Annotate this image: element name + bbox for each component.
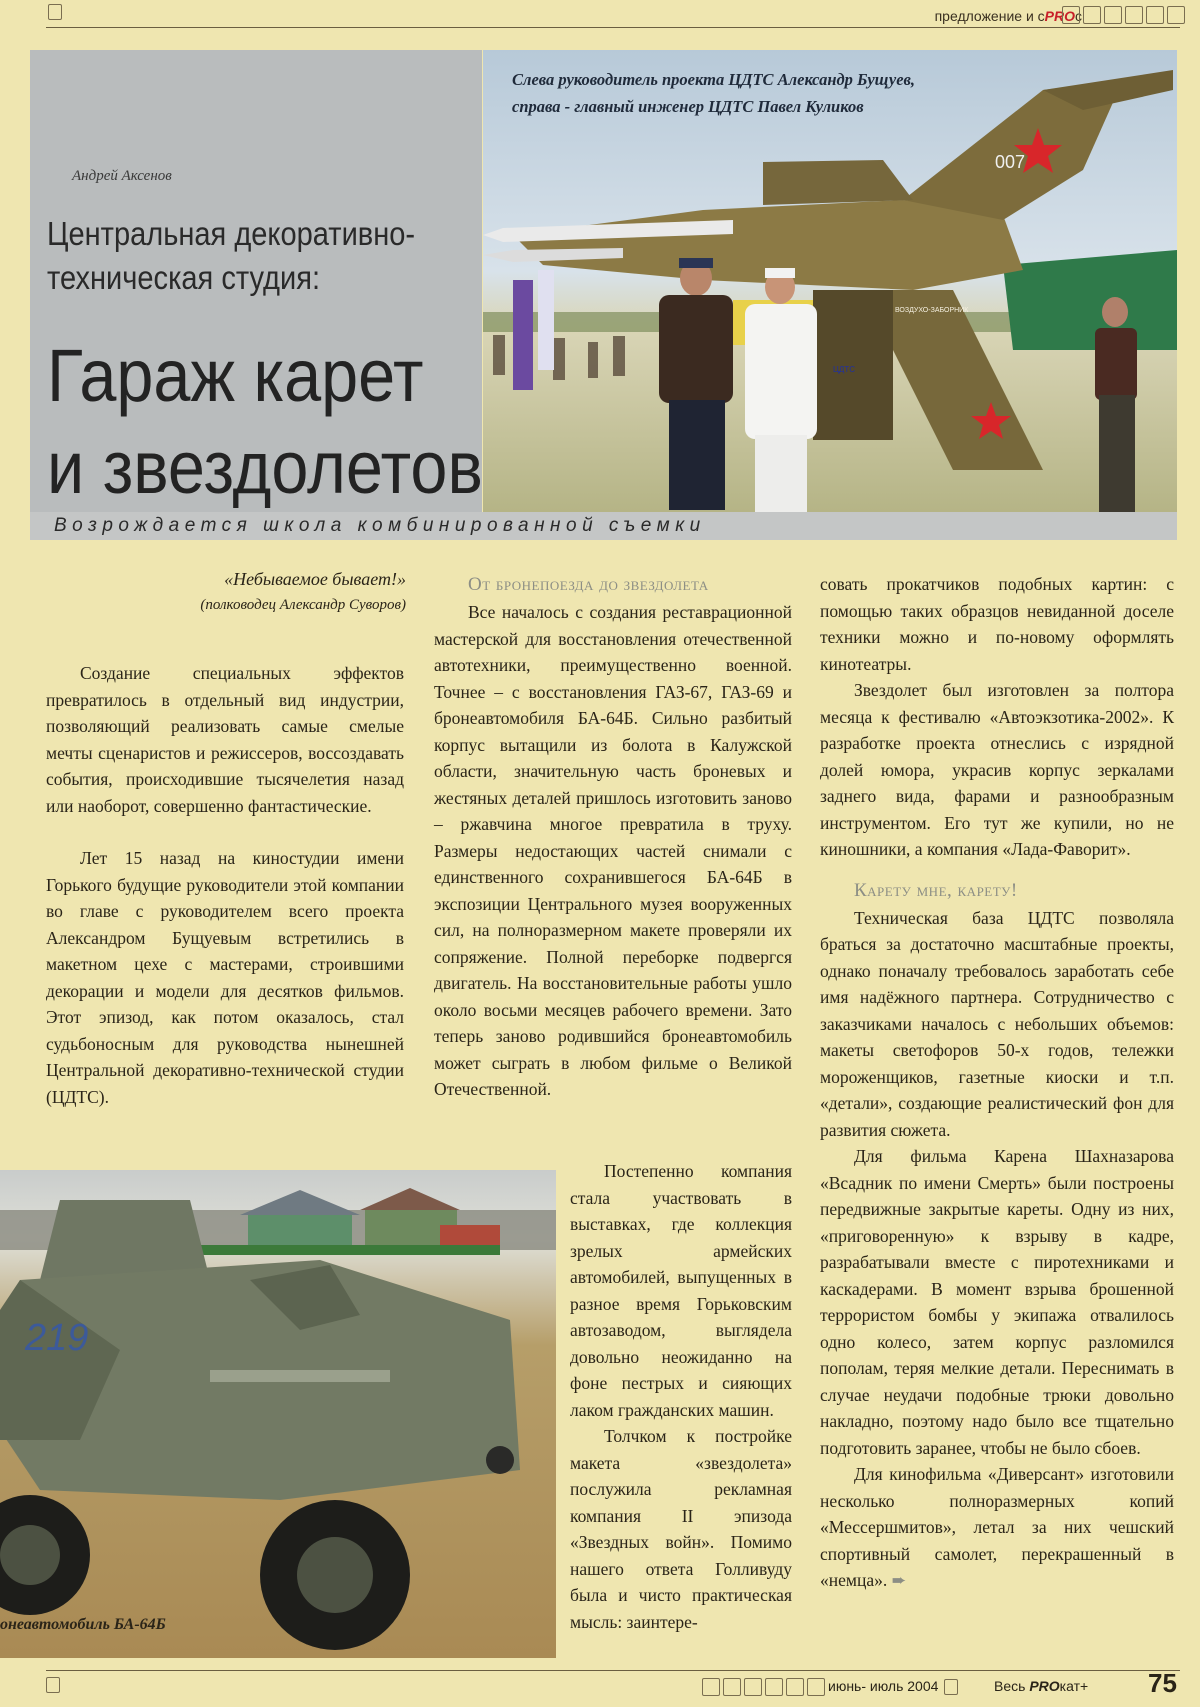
col2-paragraph-1: Все началось с создания реставрационной мастерской для восстановления отечественной автотехники, преимущественно военной. Точнее – с восстановления ГАЗ-67, ГАЗ-69 и бронеавтомобиля БА-64Б. Сильно разбитый корпус вытащили из болота в Калужской области, значительную часть броневых и жестяных деталей пришлось изготовить заново – ржавчина многое превратила в труху. Размеры недостающих частей снимали с единственного сохранившегося БА-64Б в экспозиции Центрального музея вооруженных сил, на полноразмерном макете проверяли их сопряжение. Полной переборке подвергся двигатель. На восстановительные работы ушло около восьми месяцев рабочего времени. Зато теперь заново родившийся бронеавтомобиль может сыграть в любом фильме о Великой Отечественной. <box>434 602 792 1099</box>
section-heading-2: Карету мне, карету! <box>854 879 1018 901</box>
footer-separator-box <box>944 1679 958 1695</box>
issue-date: июнь- июль 2004 <box>828 1678 939 1694</box>
aircraft-number: 007 <box>995 152 1026 172</box>
article-tagline: Возрождается школа комбинированной съемки <box>54 515 706 536</box>
corner-mark-top-left <box>48 4 62 20</box>
article-subtitle: Центральная декоративно-техническая студия: <box>47 215 416 296</box>
photo-caption-top <box>512 66 915 120</box>
magazine-prefix: Весь <box>994 1678 1030 1694</box>
epigraph-quote: «Небываемое бывает!» <box>224 569 406 589</box>
header-square-marks <box>1062 6 1185 24</box>
col1-paragraph-2: Лет 15 назад на киностудии имени Горького будущие руководители этой компании во главе с руководителем всего проекта Александром Бущуевым встретились в макетном цехе с мастерами, строившими декорации и модели для десятков фильмов. Этот эпизод, как потом оказалось, стал судьбоносным для руководства нынешней Центральной декоративно-технической студии (ЦДТС). <box>46 848 404 1107</box>
col1-paragraph-1: Создание специальных эффектов превратилось в отдельный вид индустрии, позволяющий реализовать самые смелые мечты сценаристов и режиссеров, воссоздавать события, происходившие тысячелетия назад или наоборот, совершенно фантастические. <box>46 663 404 816</box>
article-title <box>47 330 483 514</box>
text-column-3 <box>820 571 1174 1594</box>
ctds-badge: ЦДТС <box>833 365 855 374</box>
epigraph-source: (полководец Александр Суворов) <box>200 597 406 613</box>
corner-mark-bottom-left <box>46 1677 60 1693</box>
caption-line-1: Слева руководитель проекта ЦДТС Александр Бущуев, <box>512 70 916 89</box>
text-column-1 <box>46 660 404 1110</box>
magazine-brand: PRO <box>1029 1678 1060 1694</box>
header-suffix: с <box>1075 8 1082 24</box>
epigraph <box>44 566 406 618</box>
magazine-suffix: кат+ <box>1059 1678 1089 1694</box>
title-line-1: Гараж карет <box>47 334 424 417</box>
text-column-2-upper <box>434 571 792 1103</box>
footer-square-marks <box>702 1678 825 1696</box>
vehicle-number: 219 <box>25 1317 89 1359</box>
col3-paragraph-1: совать прокатчиков подобных картин: с помощью таких образцов невиданной доселе техники можно и по-новому оформлять кинотеатры. <box>820 574 1174 674</box>
author-name: Андрей Аксенов <box>72 168 172 184</box>
col3-paragraph-4: Для фильма Карена Шахназарова «Всадник по имени Смерть» были построены передвижные закрытые кареты. Одну из них, «приговоренную» к взрыву в кадре, разрабатывали вместе с пиротехниками и каскадерами. В момент взрыва брошенной террористом бомбы у экипажа отвалилось одно колесо, затем корпус разломился пополам, теряя мелкие детали. Переснимать в случае неудачи подобные трюки довольно накладно, поэтому надо было все тщательно подготовить заранее, чтобы не было сбоев. <box>820 1146 1174 1458</box>
continue-arrow-icon: ➨ <box>891 1570 907 1590</box>
caption-line-2: справа - главный инженер ЦДТС Павел Куликов <box>512 97 864 116</box>
col3-paragraph-5: Для кинофильма «Диверсант» изготовили несколько полноразмерных копий «Мессершмитов», летал за них чешский спортивный самолет, перекрашенный в «немца». <box>820 1464 1174 1590</box>
intake-sign: ВОЗДУХО-ЗАБОРНИК <box>895 307 969 314</box>
header-prefix: предложение и с <box>934 8 1045 24</box>
header-brand: PRO <box>1044 8 1075 24</box>
armored-car-illustration <box>0 1170 556 1658</box>
col2-paragraph-3: Толчком к постройке макета «звездолета» послужила рекламная компания II эпизода «Звездных войн». Помимо нашего ответа Голливуду была и чисто практическая мысль: заинтере- <box>570 1426 792 1632</box>
magazine-name <box>994 1678 1088 1694</box>
section-heading-1: От бронепоезда до звездолета <box>468 574 709 595</box>
header-section-label <box>935 8 1082 24</box>
col3-paragraph-2: Звездолет был изготовлен за полтора месяца к фестивалю «Автоэкзотика-2002». К разработке проекта отнеслись с изрядной долей юмора, украсив корпус зеркалами заднего вида, фарами и разнообразным инструментом. Его тут же купили, но не киношники, а компания «Лада-Фаворит». <box>820 680 1174 859</box>
photo-armored-car <box>0 1170 556 1658</box>
bottom-rule <box>46 1670 1180 1671</box>
photo-caption-bottom: онеавтомобиль БА-64Б <box>0 1616 166 1633</box>
col3-paragraph-3: Техническая база ЦДТС позволяла браться за достаточно масштабные проекты, однако поначалу требовалось заработать себе имя надёжного партнера. Сотрудничество с заказчиками началось с небольших объемов: макеты светофоров 50-х годов, тележки мороженщиков, газетные киоски и т.п. «детали», создающие реалистический фон для развития сюжета. <box>820 907 1174 1140</box>
page-number: 75 <box>1148 1668 1177 1698</box>
top-rule <box>46 27 1180 28</box>
title-line-2: и звездолетов <box>47 426 483 509</box>
col2-paragraph-2: Постепенно компания стала участвовать в выставках, где коллекция зрелых армейских автомобилей, выпущенных в разное время Горьковским автозаводом, выглядела довольно неожиданно на фоне пестрых и сияющих лаком гражданских машин. <box>570 1161 792 1420</box>
text-column-2-lower <box>570 1158 792 1635</box>
